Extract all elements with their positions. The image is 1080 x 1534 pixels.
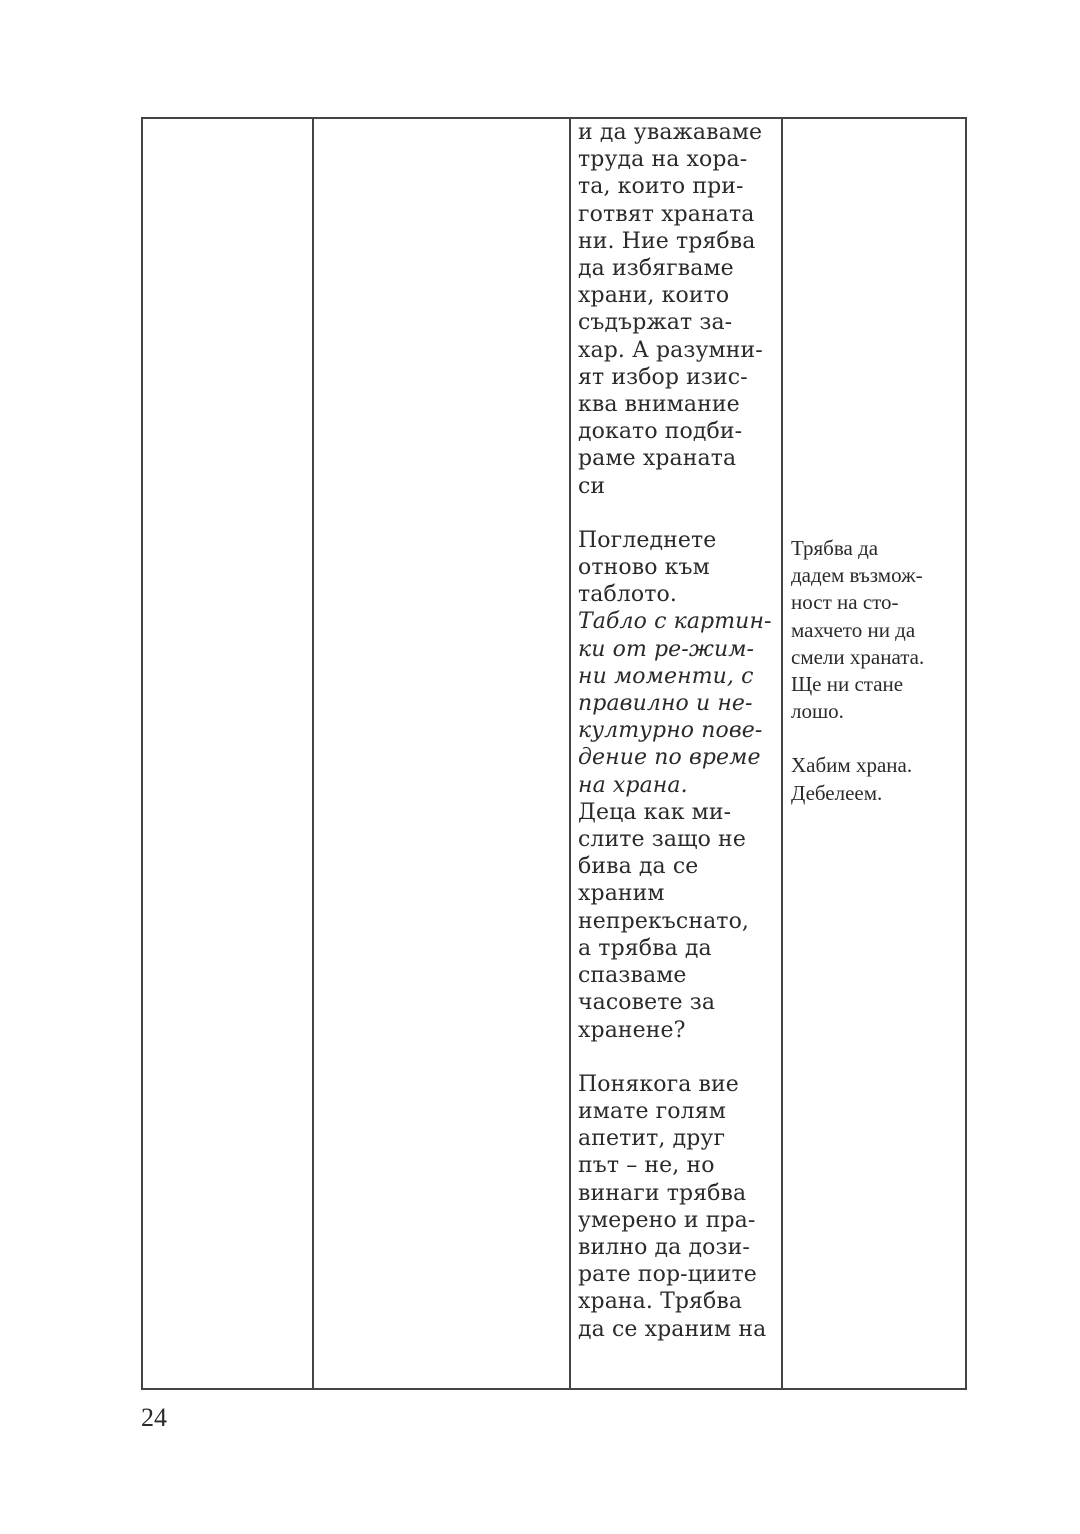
- italic-text-line: правилно и не-: [578, 691, 753, 717]
- text-line: да се храним на: [578, 1316, 767, 1342]
- text-line: таблото.: [578, 582, 677, 608]
- text-line: Дебелеем.: [791, 780, 883, 805]
- text-line: Трябва да: [791, 536, 879, 560]
- text-line: си: [578, 473, 606, 499]
- text-line: умерено и пра-: [578, 1207, 756, 1233]
- text-line: лошо.: [791, 699, 844, 724]
- text-line: и да уважаваме: [578, 120, 763, 145]
- text-line: дадем възмож-: [791, 563, 923, 588]
- text-line: отново към: [578, 555, 710, 581]
- text-line: имате голям: [578, 1098, 726, 1124]
- text-line: раме храната: [578, 446, 737, 472]
- text-line: Погледнете: [578, 527, 717, 553]
- text-line: слите защо не: [578, 827, 746, 853]
- teacher-activity-column: [578, 119, 783, 1343]
- text-line: вилно да дози-: [578, 1234, 750, 1260]
- text-line: съдържат за-: [578, 310, 733, 336]
- children-answers-column: [791, 535, 966, 807]
- text-line: непрекъснато,: [578, 908, 750, 934]
- text-line: Ще ни стане: [791, 672, 904, 697]
- text-line: Деца как ми-: [578, 799, 732, 825]
- text-line: хранене?: [578, 1017, 686, 1043]
- text-block-appetite: [578, 1071, 783, 1343]
- text-line: готвят храната: [578, 201, 755, 227]
- italic-text-line: дение по време: [578, 745, 761, 771]
- italic-text-line: ни моменти, с: [578, 663, 754, 689]
- lesson-table: [141, 117, 967, 1390]
- answer-block: [791, 752, 966, 806]
- text-line: път – не, но: [578, 1153, 715, 1179]
- text-block-look-at-board: [578, 527, 783, 1044]
- text-line: храни, които: [578, 283, 730, 309]
- italic-text-line: културно пове-: [578, 718, 763, 744]
- text-line: рате пор-циите: [578, 1262, 757, 1288]
- text-line: спазваме: [578, 963, 687, 989]
- text-line: ни. Ние трябва: [578, 228, 756, 254]
- italic-text-line: на храна.: [578, 772, 688, 798]
- text-line: труда на хора-: [578, 147, 748, 173]
- answer-block: [791, 535, 966, 725]
- column-divider: [569, 119, 571, 1388]
- italic-text-line: Табло с картин-: [578, 609, 772, 635]
- italic-text-line: ки от ре-жим-: [578, 636, 755, 662]
- text-line: ква внимание: [578, 392, 740, 418]
- text-line: апетит, друг: [578, 1126, 726, 1152]
- text-line: ят избор изис-: [578, 364, 748, 390]
- text-line: да избягваме: [578, 256, 734, 282]
- text-line: та, които при-: [578, 174, 744, 200]
- text-line: докато подби-: [578, 419, 743, 445]
- text-line: храна. Трябва: [578, 1289, 743, 1315]
- text-line: Хабим храна.: [791, 753, 913, 778]
- text-line: Понякога вие: [578, 1071, 739, 1097]
- text-block-respect-food: [578, 119, 783, 500]
- text-line: винаги трябва: [578, 1180, 747, 1206]
- page-number: 24: [141, 1403, 167, 1432]
- text-line: смели храната.: [791, 644, 925, 669]
- text-line: храним: [578, 881, 665, 907]
- text-line: часовете за: [578, 990, 716, 1016]
- text-line: махчето ни да: [791, 617, 916, 642]
- text-line: бива да се: [578, 854, 699, 880]
- text-line: а трябва да: [578, 935, 712, 961]
- text-line: хар. А разумни-: [578, 337, 763, 363]
- text-line: ност на сто-: [791, 590, 899, 615]
- column-divider: [312, 119, 314, 1388]
